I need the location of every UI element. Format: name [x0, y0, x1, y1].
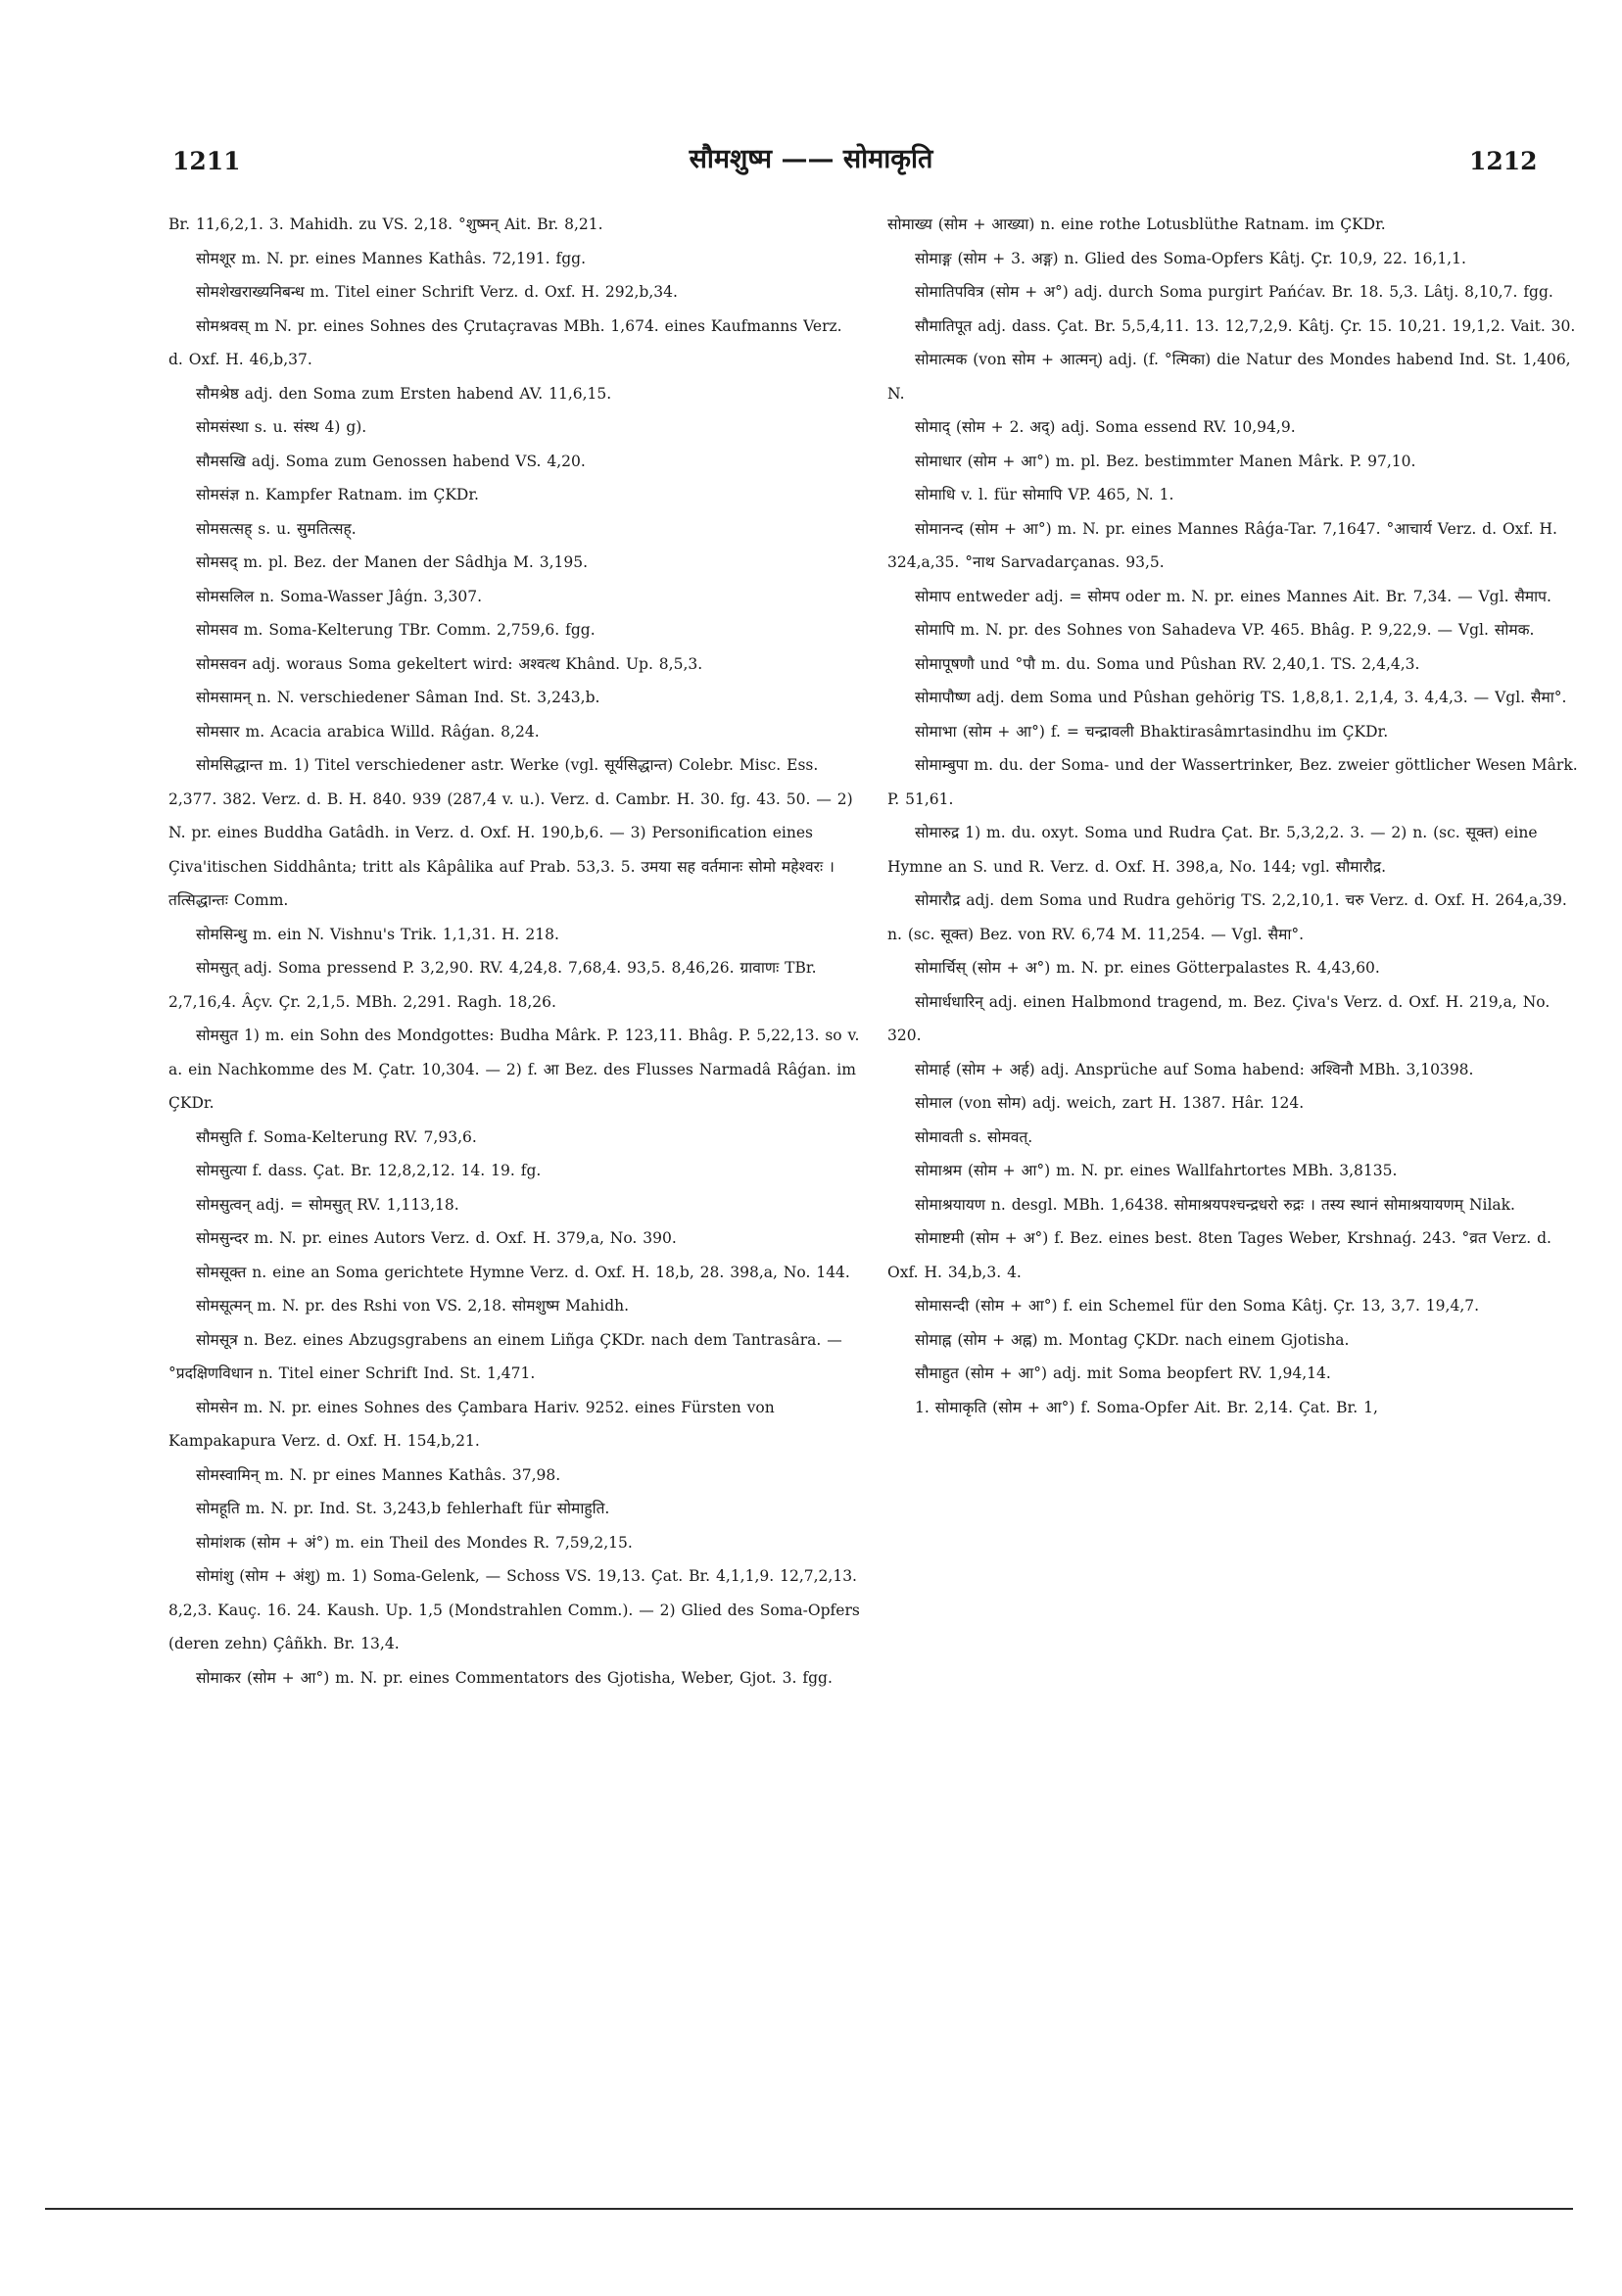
dictionary-entry: सोमसूक्त n. eine an Soma gerichtete Hymne Verz. d. Oxf. H. 18,b, 28. 398,a, No. 144.	[196, 1263, 850, 1281]
dictionary-entry: सोमसत्सह् s. u. सुमतित्सह्.	[196, 519, 357, 538]
dictionary-entry: सोमार्धधारिन् adj. einen Halbmond tragend, m. Bez. Çiva's Verz. d. Oxf. H. 219,a, No. 320.	[887, 992, 1550, 1044]
dictionary-entry: सौमसुति f. Soma-Kelterung RV. 7,93,6.	[196, 1127, 477, 1146]
dictionary-entry: सोमानन्द (सोम + आ°) m. N. pr. eines Mannes Râǵa-Tar. 7,1647. °आचार्य Verz. d. Oxf. H. 324,a,35. °नाथ Sarvadarçanas. 93,5.	[887, 519, 1557, 571]
dictionary-entry: सोमसूत्र n. Bez. eines Abzugsgrabens an einem Liñga ÇKDr. nach dem Tantrasâra. — °प्रदक्षिणविधान n. Titel einer Schrift Ind. St. 1,471.	[168, 1330, 842, 1382]
dictionary-entry: सोमसद् m. pl. Bez. der Manen der Sâdhja M. 3,195.	[196, 553, 589, 571]
dictionary-entry: सोमाभा (सोम + आ°) f. = चन्द्रावली Bhaktirasâmrtasindhu im ÇKDr.	[915, 722, 1389, 741]
dictionary-entry: सोमशूर m. N. pr. eines Mannes Kathâs. 72,191. fgg.	[196, 249, 587, 267]
dictionary-entry: सोमाख्य (सोम + आख्या) n. eine rothe Lotusblüthe Ratnam. im ÇKDr.	[887, 215, 1386, 233]
dictionary-entry: सोमाह्न (सोम + अह्न) m. Montag ÇKDr. nach einem Gjotisha.	[915, 1330, 1350, 1349]
dictionary-entry: सोमार्ह (सोम + अर्ह) adj. Ansprüche auf Soma habend: अश्विनौ MBh. 3,10398.	[915, 1060, 1474, 1078]
dictionary-entry: सोमारौद्र adj. dem Soma und Rudra gehörig TS. 2,2,10,1. चरु Verz. d. Oxf. H. 264,a,39. n. (sc. सूक्त) Bez. von RV. 6,74 M. 11,254. — Vgl. सैमा°.	[887, 891, 1567, 943]
dictionary-entry: सौमसखि adj. Soma zum Genossen habend VS. 4,20.	[196, 452, 586, 470]
dictionary-entry: सोमसेन m. N. pr. eines Sohnes des Çambara Hariv. 9252. eines Fürsten von Kampakapura Verz. d. Oxf. H. 154,b,21.	[168, 1398, 775, 1450]
dictionary-entry: सौमाहुत (सोम + आ°) adj. mit Soma beopfert RV. 1,94,14.	[915, 1364, 1331, 1382]
dictionary-entry: सोमहूति m. N. pr. Ind. St. 3,243,b fehlerhaft für सोमाहुति.	[196, 1500, 610, 1517]
dictionary-entry: सोमसंज्ञ n. Kampfer Ratnam. im ÇKDr.	[196, 486, 479, 503]
dictionary-entry: सोमापि m. N. pr. des Sohnes von Sahadeva VP. 465. Bhâg. P. 9,22,9. — Vgl. सोमक.	[915, 621, 1535, 639]
dictionary-entry: सोमसार m. Acacia arabica Willd. Râǵan. 8,24.	[196, 722, 540, 741]
dictionary-entry: सोमसवन adj. woraus Soma gekeltert wird: अश्वत्थ Khând. Up. 8,5,3.	[196, 654, 703, 673]
dictionary-entry: सोमसुत 1) m. ein Sohn des Mondgottes: Budha Mârk. P. 123,11. Bhâg. P. 5,22,13. so v. a. ein Nachkomme des M. Çatr. 10,304. — 2) f. आ Bez. des Flusses Narmadâ Râǵan. im ÇKDr.	[168, 1027, 860, 1112]
dictionary-entry: सोमासन्दी (सोम + आ°) f. ein Schemel für den Soma Kâtj. Çr. 13, 3,7. 19,4,7.	[915, 1297, 1480, 1315]
dictionary-entry: सोमापूषणौ und °पौ m. du. Soma und Pûshan RV. 2,40,1. TS. 2,4,4,3.	[915, 654, 1420, 673]
dictionary-entry: सोमशेखराख्यनिबन्ध m. Titel einer Schrift Verz. d. Oxf. H. 292,b,34.	[196, 283, 678, 301]
dictionary-entry: सोमसिन्धु m. ein N. Vishnu's Trik. 1,1,31. H. 218.	[196, 925, 559, 943]
dictionary-entry: सोमसव m. Soma-Kelterung TBr. Comm. 2,759,6. fgg.	[196, 621, 596, 639]
footer-rule	[45, 2208, 1573, 2210]
dictionary-entry: सोमाश्रयायण n. desgl. MBh. 1,6438. सोमाश्रयपश्चन्द्रधरो रुद्रः । तस्य स्थानं सोमाश्रयायणम् Nilak.	[915, 1195, 1515, 1214]
dictionary-entry: सोमसुत्वन् adj. = सोमसुत् RV. 1,113,18.	[196, 1195, 459, 1214]
right-column	[887, 208, 1581, 1424]
dictionary-entry: सोमसंस्था s. u. संस्थ 4) g).	[196, 418, 367, 436]
dictionary-entry: सोमश्रवस् m N. pr. eines Sohnes des Çrutaçravas MBh. 1,674. eines Kaufmanns Verz. d. Oxf. H. 46,b,37.	[168, 316, 842, 368]
dictionary-entry: सोमाधार (सोम + आ°) m. pl. Bez. bestimmter Manen Mârk. P. 97,10.	[915, 452, 1416, 470]
dictionary-entry: सोमाप entweder adj. = सोमप oder m. N. pr. eines Mannes Ait. Br. 7,34. — Vgl. सैमाप.	[915, 587, 1551, 605]
dictionary-entry: Br. 11,6,2,1. 3. Mahidh. zu VS. 2,18. °शुष्मन् Ait. Br. 8,21.	[168, 215, 603, 233]
dictionary-entry: सोमावती s. सोमवत्.	[915, 1127, 1033, 1146]
dictionary-entry: सोमाकर (सोम + आ°) m. N. pr. eines Commentators des Gjotisha, Weber, Gjot. 3. fgg.	[196, 1668, 833, 1687]
dictionary-entry: सोमसूत्मन् m. N. pr. des Rshi von VS. 2,18. सोमशुष्म Mahidh.	[196, 1297, 630, 1315]
dictionary-entry: सोमाष्टमी (सोम + अ°) f. Bez. eines best. 8ten Tages Weber, Krshnaǵ. 243. °व्रत Verz. d. Oxf. H. 34,b,3. 4.	[887, 1229, 1551, 1281]
page-number-left: 1211	[172, 147, 241, 175]
left-column	[168, 208, 862, 1695]
page-number-right: 1212	[1469, 147, 1538, 175]
running-header-title: सौमशुष्म —— सोमाकृति	[689, 144, 933, 174]
dictionary-entry: सोमार्चिस् (सोम + अ°) m. N. pr. eines Götterpalastes R. 4,43,60.	[915, 959, 1380, 977]
dictionary-entry: सोमसुत्या f. dass. Çat. Br. 12,8,2,12. 14. 19. fg.	[196, 1162, 542, 1179]
dictionary-entry: सोमांशक (सोम + अं°) m. ein Theil des Mondes R. 7,59,2,15.	[196, 1533, 633, 1552]
dictionary-entry: सोमात्मक (von सोम + आत्मन्) adj. (f. °त्मिका) die Natur des Mondes habend Ind. St. 1,406, N.	[887, 351, 1571, 403]
dictionary-entry: सोमापौष्ण adj. dem Soma und Pûshan gehörig TS. 1,8,8,1. 2,1,4, 3. 4,4,3. — Vgl. सैमा°.	[915, 689, 1567, 706]
dictionary-entry: सौमश्रेष्ठ adj. den Soma zum Ersten habend AV. 11,6,15.	[196, 384, 612, 403]
dictionary-entry: सोमाधि v. l. für सोमापि VP. 465, N. 1.	[915, 486, 1174, 503]
dictionary-entry: सोमसामन् n. N. verschiedener Sâman Ind. St. 3,243,b.	[196, 689, 600, 706]
dictionary-entry: सोमस्वामिन् m. N. pr eines Mannes Kathâs. 37,98.	[196, 1465, 561, 1484]
dictionary-entry: सोमाद् (सोम + 2. अद्) adj. Soma essend RV. 10,94,9.	[915, 418, 1296, 436]
dictionary-entry: सोमाम्बुपा m. du. der Soma- und der Wassertrinker, Bez. zweier göttlicher Wesen Mârk. P. 51,61.	[887, 756, 1578, 808]
dictionary-entry: सोमसुन्दर m. N. pr. eines Autors Verz. d. Oxf. H. 379,a, No. 390.	[196, 1229, 677, 1247]
dictionary-entry: सोमारुद्र 1) m. du. oxyt. Soma und Rudra Çat. Br. 5,3,2,2. 3. — 2) n. (sc. सूक्त) eine Hymne an S. und R. Verz. d. Oxf. H. 398,a, No. 144; vgl. सौमारौद्र.	[887, 824, 1538, 876]
dictionary-entry: सोमांशु (सोम + अंशु) m. 1) Soma-Gelenk, — Schoss VS. 19,13. Çat. Br. 4,1,1,9. 12,7,2,13. 8,2,3. Kauç. 16. 24. Kaush. Up. 1,5 (Mondstrahlen Comm.). — 2) Glied des Soma-Opfers (deren zehn) Çâñkh. Br. 13,4.	[168, 1567, 860, 1652]
dictionary-entry: सोमाश्रम (सोम + आ°) m. N. pr. eines Wallfahrtortes MBh. 3,8135.	[915, 1162, 1398, 1179]
dictionary-entry: सोमाङ्ग (सोम + 3. अङ्ग) n. Glied des Soma-Opfers Kâtj. Çr. 10,9, 22. 16,1,1.	[915, 249, 1466, 267]
dictionary-entry: सौमातिपूत adj. dass. Çat. Br. 5,5,4,11. 13. 12,7,2,9. Kâtj. Çr. 15. 10,21. 19,1,2. Vait. 30.	[915, 316, 1576, 335]
dictionary-entry: सोमातिपवित्र (सोम + अ°) adj. durch Soma purgirt Pańćav. Br. 18. 5,3. Lâtj. 8,10,7. fgg.	[915, 283, 1553, 301]
dictionary-entry: सोमसुत् adj. Soma pressend P. 3,2,90. RV. 4,24,8. 7,68,4. 93,5. 8,46,26. ग्रावाणः TBr. 2,7,16,4. Âçv. Çr. 2,1,5. MBh. 2,291. Ragh. 18,26.	[168, 959, 817, 1011]
dictionary-entry: सोमसिद्धान्त m. 1) Titel verschiedener astr. Werke (vgl. सूर्यसिद्धान्त) Colebr. Misc. Ess. 2,377. 382. Verz. d. B. H. 840. 939 (287,4 v. u.). Verz. d. Cambr. H. 30. fg. 43. 50. — 2) N. pr. eines Buddha Gatâdh. in Verz. d. Oxf. H. 190,b,6. — 3) Personification eines Çiva'itischen Siddhânta; tritt als Kâpâlika auf Prab. 53,3. 5. उमया सह वर्तमानः सोमो महेश्वरः । तत्सिद्धान्तः Comm.	[168, 756, 853, 909]
dictionary-entry: 1. सोमाकृति (सोम + आ°) f. Soma-Opfer Ait. Br. 2,14. Çat. Br. 1,	[915, 1398, 1378, 1416]
dictionary-entry: सोमसलिल n. Soma-Wasser Jâǵn. 3,307.	[196, 587, 483, 605]
dictionary-entry: सोमाल (von सोम) adj. weich, zart H. 1387. Hâr. 124.	[915, 1094, 1305, 1112]
